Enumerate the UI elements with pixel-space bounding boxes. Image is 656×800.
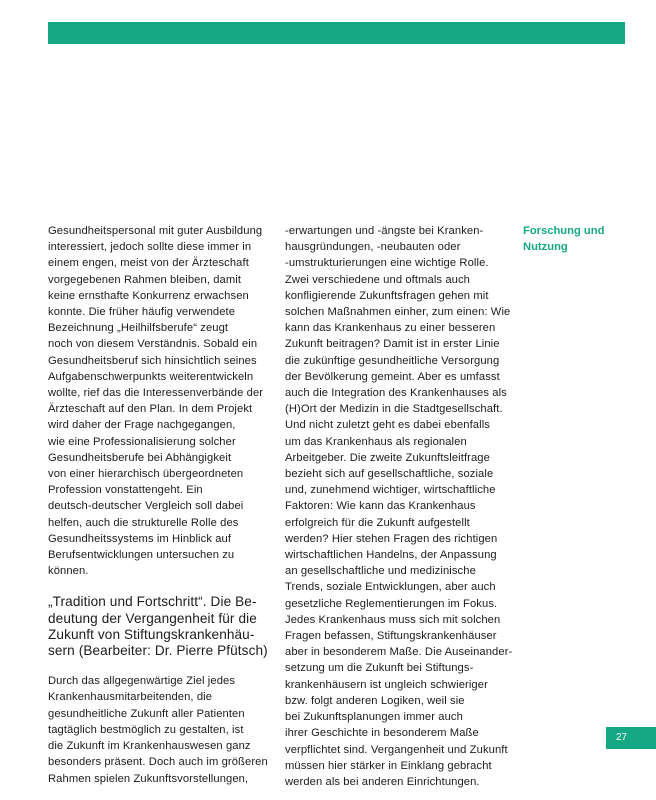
text-line: und, zunehmend wichtiger, wirtschaftliche bbox=[285, 484, 496, 497]
text-line: Gesundheitspersonal mit guter Ausbildung bbox=[48, 225, 263, 237]
text-line: solchen Maßnahmen einher, zum einen: Wie bbox=[285, 306, 511, 319]
body-paragraph bbox=[48, 673, 270, 786]
text-line: krankenhäusern ist ungleich schwieriger bbox=[285, 678, 488, 691]
text-line: aber in besonderem Maße. Die Auseinander- bbox=[285, 646, 513, 659]
text-line: -erwartungen und -ängste bei Kranken- bbox=[285, 225, 484, 237]
text-line: Bezeichnung „Heilhilfsberufe“ zeugt bbox=[48, 322, 229, 335]
margin-label-line: Nutzung bbox=[523, 241, 568, 254]
text-line: wie eine Professionalisierung solcher bbox=[48, 435, 236, 448]
text-line: -umstrukturierungen eine wichtige Rolle. bbox=[285, 257, 489, 270]
section-heading bbox=[48, 594, 270, 659]
text-line: kann das Krankenhaus zu einer besseren bbox=[285, 322, 496, 335]
text-line: Zukunft beitragen? Damit ist in erster Linie bbox=[285, 338, 500, 351]
page-number: 27 bbox=[616, 732, 628, 743]
text-line: (H)Ort der Medizin in die Stadtgesellschaft. bbox=[285, 403, 503, 416]
text-line: Profession vonstattengeht. Ein bbox=[48, 484, 203, 497]
text-line: Aufgabenschwerpunkts weiterentwickeln bbox=[48, 370, 254, 383]
text-line: setzung um die Zukunft bei Stiftungs- bbox=[285, 662, 474, 675]
heading-line: sern (Bearbeiter: Dr. Pierre Pfütsch) bbox=[48, 643, 268, 659]
margin-label-line: Forschung und bbox=[523, 225, 605, 237]
text-line: an gesellschaftliche und medizinische bbox=[285, 565, 476, 578]
text-line: vorgegebenen Rahmen bleiben, damit bbox=[48, 273, 242, 286]
text-line: erfolgreich für die Zukunft aufgestellt bbox=[285, 516, 470, 529]
text-line: noch von diesem Verständnis. Sobald ein bbox=[48, 338, 258, 351]
text-line: bezieht sich auf gesellschaftliche, soziale bbox=[285, 468, 494, 481]
middle-text-column bbox=[285, 223, 513, 790]
text-line: die zukünftige gesundheitliche Versorgung bbox=[285, 354, 500, 367]
text-line: Gesundheitssystems im Hinblick auf bbox=[48, 532, 232, 545]
text-line: gesetzliche Reglementierungen im Fokus. bbox=[285, 597, 498, 610]
text-line: Gesundheitsberufe bei Abhängigkeit bbox=[48, 451, 232, 464]
text-line: konnte. Die früher häufig verwendete bbox=[48, 306, 236, 319]
text-line: konfligierende Zukunftsfragen gehen mit bbox=[285, 289, 489, 302]
text-line: können. bbox=[48, 565, 89, 578]
text-line: wollte, rief das die Interessenverbände der bbox=[48, 387, 264, 400]
text-line: interessiert, jedoch sollte diese immer in bbox=[48, 241, 252, 254]
text-line: Trends, soziale Entwicklungen, aber auch bbox=[285, 581, 496, 594]
text-line: Jedes Krankenhaus muss sich mit solchen bbox=[285, 613, 501, 626]
text-line: Gesundheitsberuf sich hinsichtlich seines bbox=[48, 354, 257, 367]
text-line: wirtschaftlichen Handelns, der Anpassung bbox=[285, 549, 497, 562]
text-line: gesundheitliche Zukunft aller Patienten bbox=[48, 707, 245, 720]
text-line: Krankenhausmitarbeitenden, die bbox=[48, 691, 213, 704]
text-line: Ärzteschaft auf den Plan. In dem Projekt bbox=[48, 403, 253, 416]
text-line: verpflichtet sind. Vergangenheit und Zukunft bbox=[285, 743, 508, 756]
text-line: die Zukunft im Krankenhauswesen ganz bbox=[48, 740, 251, 753]
text-line: werden? Hier stehen Fragen des richtigen bbox=[285, 532, 498, 545]
text-line: keine ernsthafte Konkurrenz erwachsen bbox=[48, 289, 249, 302]
text-line: bei Zukunftsplanungen immer auch bbox=[285, 711, 463, 724]
text-line: wird daher der Frage nachgegangen, bbox=[48, 419, 236, 432]
heading-line: Zukunft von Stiftungskrankenhäu- bbox=[48, 626, 255, 642]
heading-line: „Tradition und Fortschritt“. Die Be- bbox=[48, 594, 257, 610]
header-color-bar bbox=[48, 22, 625, 44]
text-line: besonders präsent. Doch auch im größeren bbox=[48, 756, 268, 769]
text-line: Rahmen spielen Zukunftsvorstellungen, bbox=[48, 772, 249, 785]
text-line: tagtäglich bestmöglich zu gestalten, ist bbox=[48, 723, 244, 736]
text-line: deutsch-deutscher Vergleich soll dabei bbox=[48, 500, 244, 513]
text-line: Arbeitgeber. Die zweite Zukunftsleitfrage bbox=[285, 451, 490, 464]
text-line: auch die Integration des Krankenhauses als bbox=[285, 387, 507, 400]
left-text-column bbox=[48, 223, 270, 787]
text-line: müssen hier stärker in Einklang gebracht bbox=[285, 759, 492, 772]
text-line: hausgründungen, -neubauten oder bbox=[285, 241, 461, 254]
text-line: von einer hierarchisch übergeordneten bbox=[48, 468, 244, 481]
text-line: ihrer Geschichte in besonderem Maße bbox=[285, 727, 479, 740]
text-line: Zwei verschiedene und oftmals auch bbox=[285, 273, 470, 286]
text-line: Fragen befassen, Stiftungskrankenhäuser bbox=[285, 630, 497, 643]
text-line: Durch das allgegenwärtige Ziel jedes bbox=[48, 675, 236, 688]
margin-section-label bbox=[523, 223, 604, 255]
text-line: der Bevölkerung gemeint. Aber es umfasst bbox=[285, 370, 500, 383]
text-line: Berufsentwicklungen untersuchen zu bbox=[48, 549, 235, 562]
text-line: einem engen, meist von der Ärzteschaft bbox=[48, 257, 249, 270]
body-paragraph bbox=[48, 223, 270, 579]
text-line: helfen, auch die strukturelle Rolle des bbox=[48, 516, 239, 529]
text-line: um das Krankenhaus als regionalen bbox=[285, 435, 467, 448]
page-number-tab bbox=[606, 727, 656, 749]
text-line: bzw. folgt anderen Logiken, weil sie bbox=[285, 694, 465, 707]
heading-line: deutung der Vergangenheit für die bbox=[48, 610, 257, 626]
text-line: werden als bei anderen Einrichtungen. bbox=[285, 775, 480, 788]
text-line: Faktoren: Wie kann das Krankenhaus bbox=[285, 500, 476, 513]
text-line: Und nicht zuletzt geht es dabei ebenfalls bbox=[285, 419, 490, 432]
